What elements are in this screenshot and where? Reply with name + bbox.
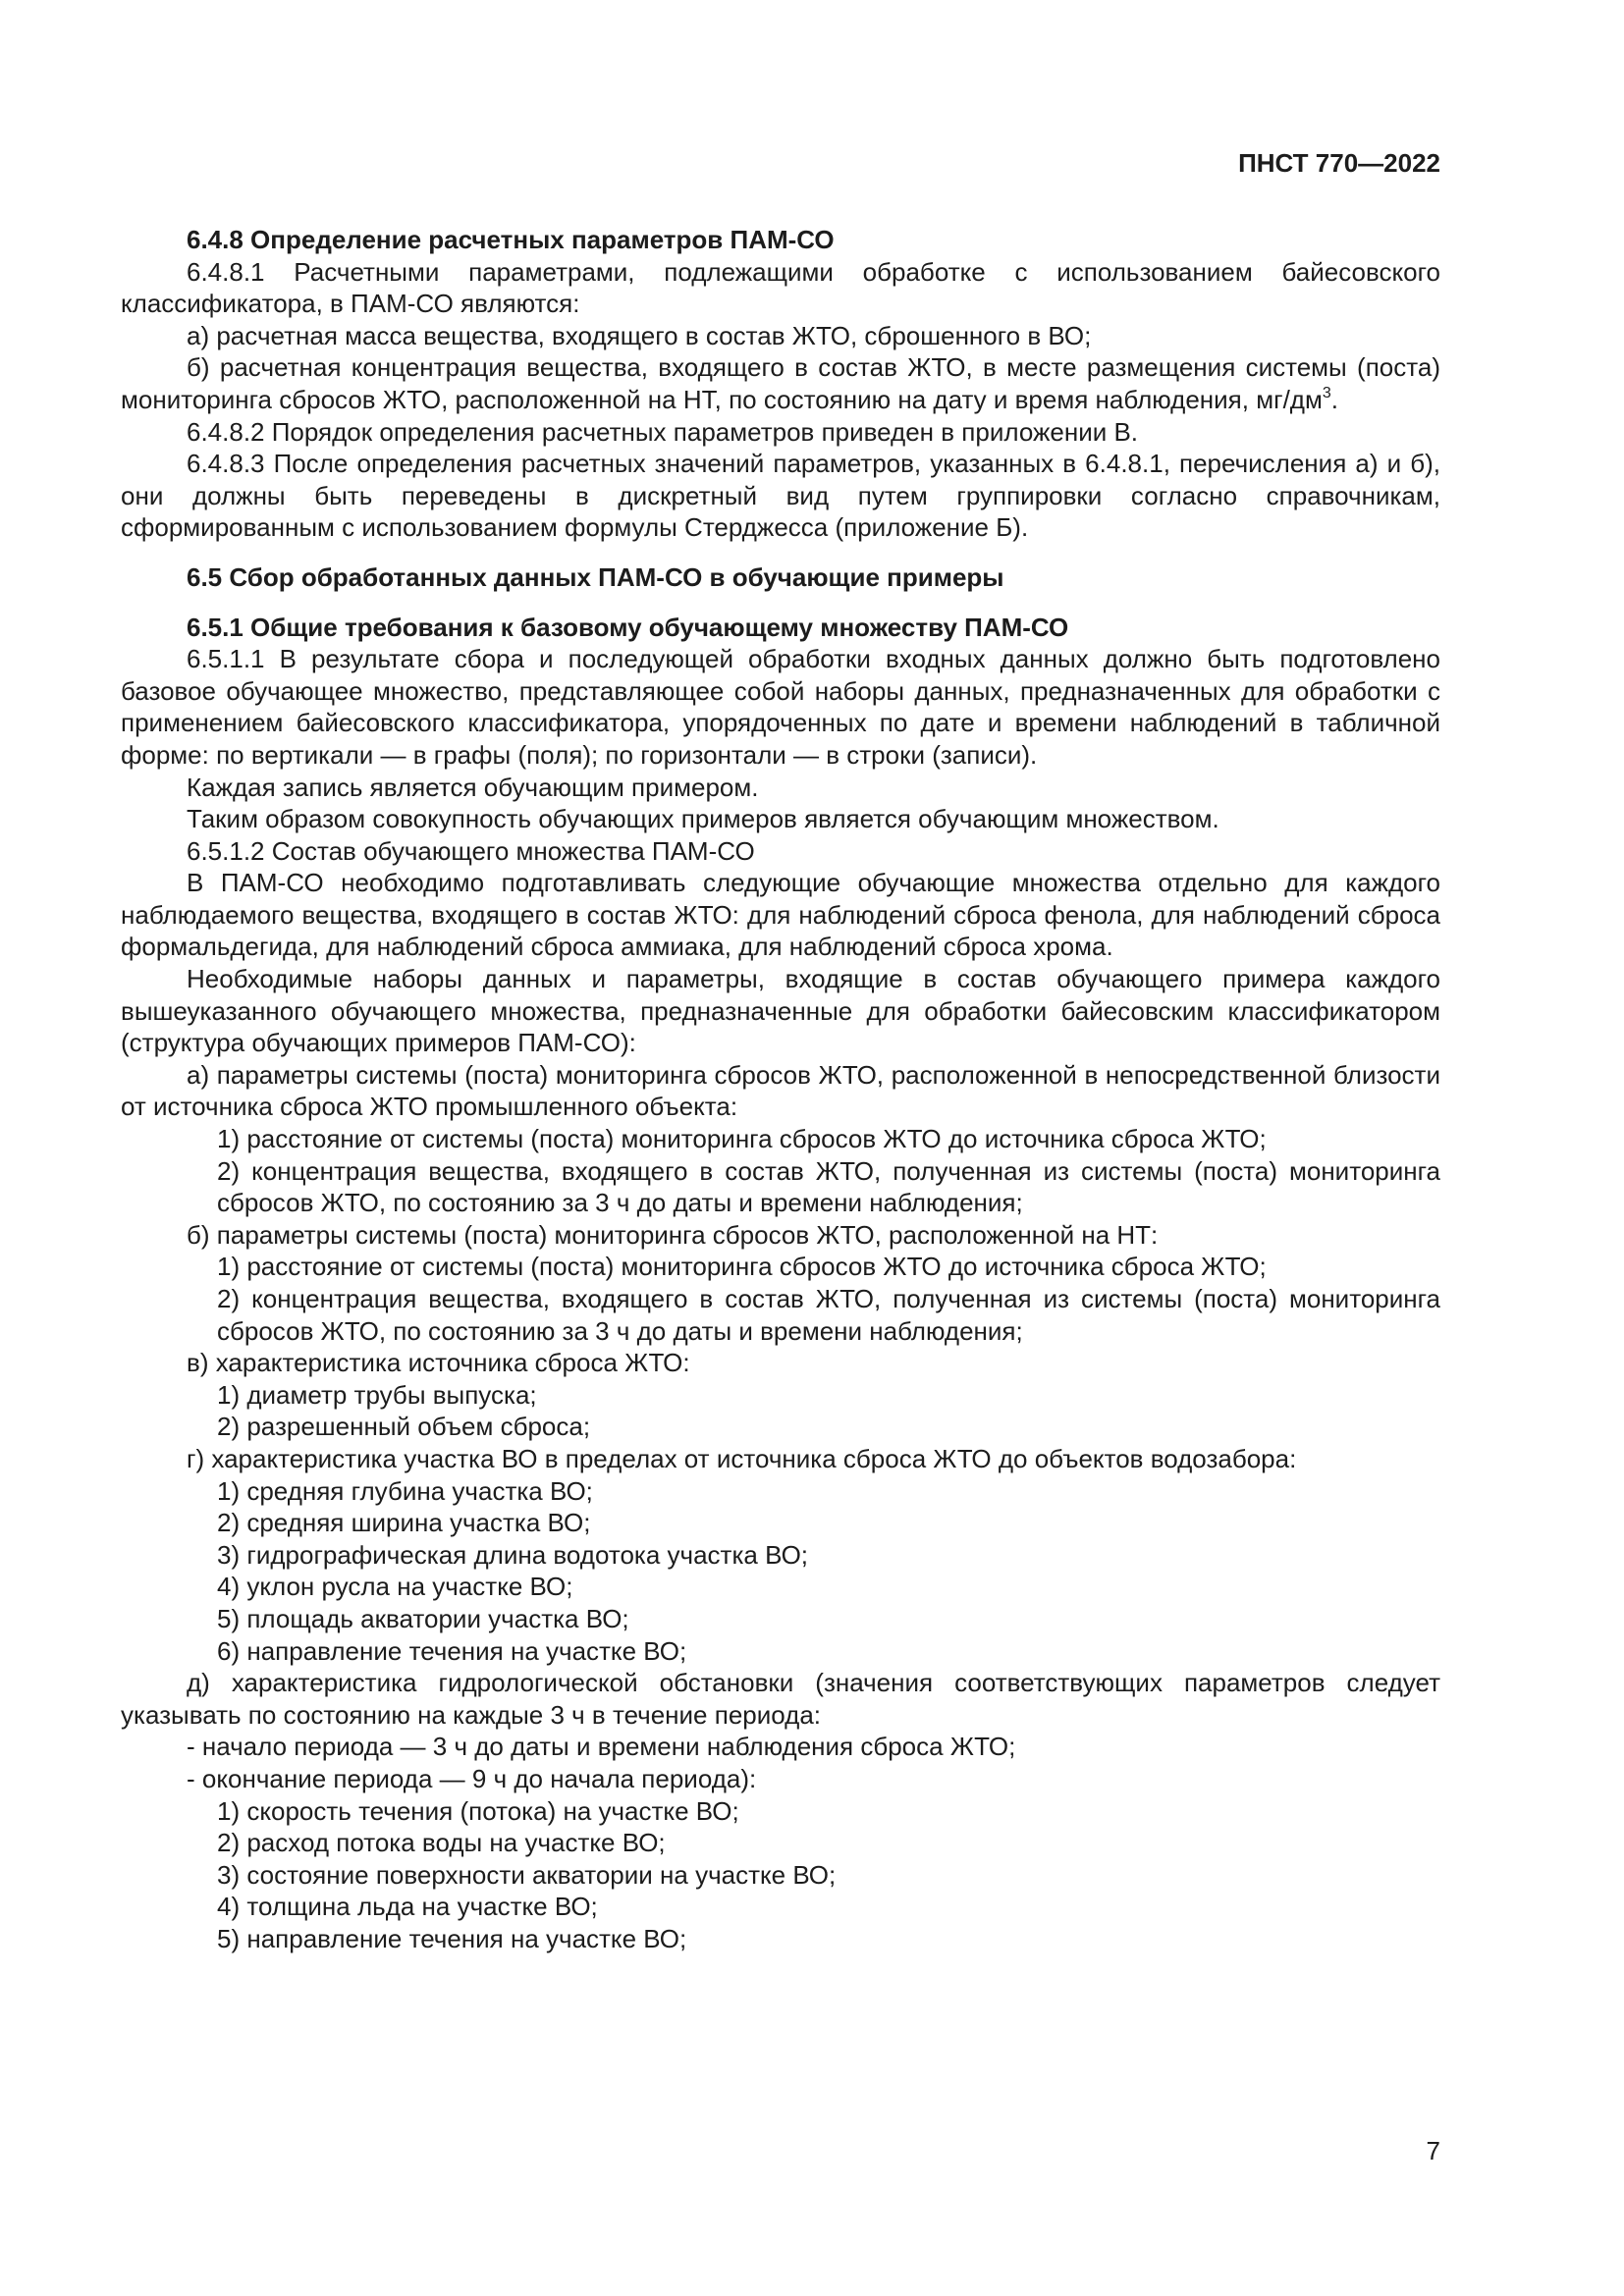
sub-list-item: 3) состояние поверхности акватории на участке ВО; (217, 1859, 837, 1890)
section-heading-6-4-8: 6.4.8 Определение расчетных параметров ПАМ-СО (187, 225, 835, 254)
period: . (1330, 384, 1338, 414)
list-item: а) расчетная масса вещества, входящего в состав ЖТО, сброшенного в ВО; (187, 320, 1092, 350)
document-code: ПНСТ 770—2022 (1238, 148, 1440, 178)
paragraph: 6.4.8.3 После определения расчетных значений параметров, указанных в 6.4.8.1, перечисления а) и б), они должны быть переведены в дискретный вид путем группировки согласно справочникам, сформированным с использованием формулы Стерджесса (приложение Б). (121, 449, 1440, 543)
page-number: 7 (1426, 2136, 1440, 2165)
sub-list-item: 2) разрешенный объем сброса; (217, 1412, 591, 1442)
sub-list-item: 1) расстояние от системы (поста) мониторинга сбросов ЖТО до источника сброса ЖТО; (217, 1252, 1267, 1282)
sub-list-item: 2) средняя ширина участка ВО; (217, 1508, 591, 1538)
sub-list-item: 1) скорость течения (потока) на участке ВО; (217, 1795, 739, 1826)
paragraph: В ПАМ-СО необходимо подготавливать следующие обучающие множества отдельно для каждого наблюдаемого вещества, входящего в состав ЖТО: для наблюдений сброса фенола, для наблюдений сброса формальдегида, для наблюдений сброса аммиака, для наблюдений сброса хрома. (121, 868, 1440, 962)
paragraph: Необходимые наборы данных и параметры, входящие в состав обучающего примера каждого вышеуказанного обучающего множества, предназначенные для обработки байесовским классификатором (структура обучающих примеров ПАМ-СО): (121, 964, 1440, 1058)
sub-list-item: 1) средняя глубина участка ВО; (217, 1475, 593, 1506)
sub-list-item: 3) гидрографическая длина водотока участка ВО; (217, 1539, 809, 1570)
sub-list-item: 2) концентрация вещества, входящего в состав ЖТО, полученная из системы (поста) мониторинга сбросов ЖТО, по состоянию за 3 ч до даты и времени наблюдения; (217, 1284, 1440, 1346)
sub-list-item: 5) площадь акватории участка ВО; (217, 1603, 629, 1633)
paragraph: 6.4.8.2 Порядок определения расчетных параметров приведен в приложении В. (187, 416, 1139, 447)
sub-list-item: 4) уклон русла на участке ВО; (217, 1572, 573, 1602)
paragraph: 6.4.8.1 Расчетными параметрами, подлежащими обработке с использованием байесовского классификатора, в ПАМ-СО являются: (121, 256, 1440, 319)
list-item: а) параметры системы (поста) мониторинга сбросов ЖТО, расположенной в непосредственной близости от источника сброса ЖТО промышленного объекта: (121, 1059, 1440, 1122)
paragraph: 6.5.1.1 В результате сбора и последующей обработки входных данных должно быть подготовлено базовое обучающее множество, представляющее собой наборы данных, предназначенных для обработки с применением байесовского классификатора, упорядоченных по дате и времени наблюдений в табличной форме: по вертикали — в графы (поля); по горизонтали — в строки (записи). (121, 644, 1440, 770)
list-item: б) параметры системы (поста) мониторинга сбросов ЖТО, расположенной на НТ: (187, 1219, 1159, 1250)
sub-list-item: 2) расход потока воды на участке ВО; (217, 1828, 666, 1858)
paragraph: Каждая запись является обучающим примером. (187, 772, 759, 802)
dash-item: - начало периода — 3 ч до даты и времени наблюдения сброса ЖТО; (187, 1732, 1016, 1762)
list-item: д) характеристика гидрологической обстановки (значения соответствующих параметров следует указывать по состоянию на каждые 3 ч в течение периода: (121, 1668, 1440, 1730)
list-item: в) характеристика источника сброса ЖТО: (187, 1348, 690, 1378)
dash-item: - окончание периода — 9 ч до начала периода): (187, 1763, 757, 1793)
sub-list-item: 6) направление течения на участке ВО; (217, 1635, 687, 1666)
list-item: г) характеристика участка ВО в пределах от источника сброса ЖТО до объектов водозабора: (187, 1443, 1297, 1473)
document-body (121, 224, 1440, 1954)
section-heading-6-5-1: 6.5.1 Общие требования к базовому обучающему множеству ПАМ-СО (187, 612, 1069, 642)
list-item (121, 351, 1440, 415)
section-heading-6-5: 6.5 Сбор обработанных данных ПАМ-СО в обучающие примеры (187, 561, 1004, 592)
paragraph: 6.5.1.2 Состав обучающего множества ПАМ-СО (187, 835, 755, 866)
unit-exponent: 3 (1322, 384, 1331, 401)
sub-list-item: 4) толщина льда на участке ВО; (217, 1892, 598, 1922)
sub-list-item: 1) расстояние от системы (поста) мониторинга сбросов ЖТО до источника сброса ЖТО; (217, 1124, 1267, 1154)
sub-list-item: 5) направление течения на участке ВО; (217, 1923, 687, 1953)
sub-list-item: 2) концентрация вещества, входящего в состав ЖТО, полученная из системы (поста) мониторинга сбросов ЖТО, по состоянию за 3 ч до даты и времени наблюдения; (217, 1155, 1440, 1218)
sub-list-item: 1) диаметр трубы выпуска; (217, 1379, 537, 1410)
list-item-text: б) расчетная концентрация вещества, входящего в состав ЖТО, в месте размещения системы (поста) мониторинга сбросов ЖТО, расположенной на НТ, по состоянию на дату и время наблюдения, мг/дм (121, 352, 1440, 414)
paragraph: Таким образом совокупность обучающих примеров является обучающим множеством. (187, 804, 1219, 834)
